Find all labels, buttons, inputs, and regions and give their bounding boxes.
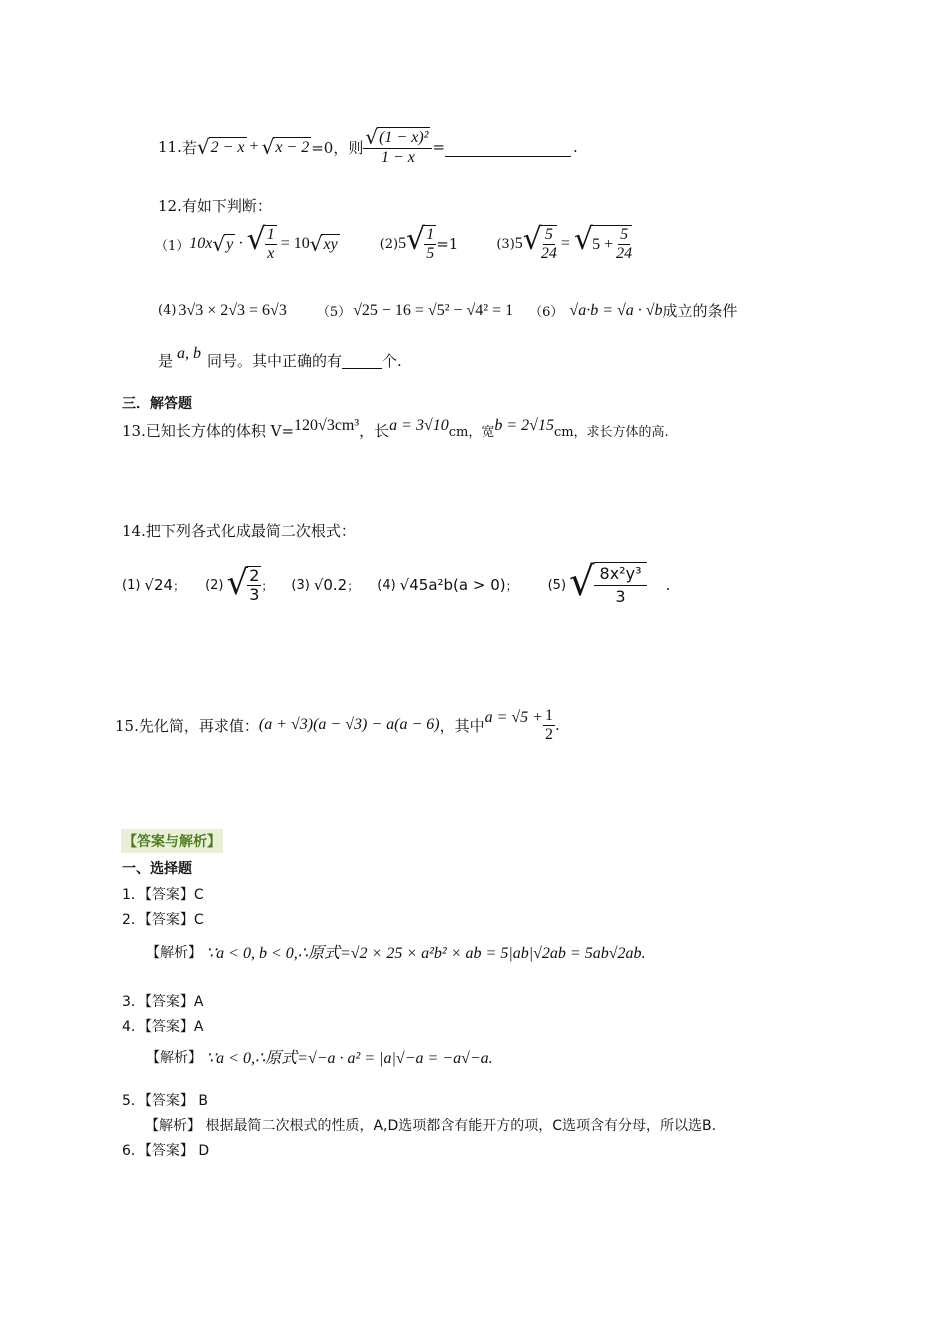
q11-number: 11. xyxy=(158,138,182,156)
question-15: 15.先化简，再求值： (a + √3)(a − √3) − a(a − 6) ，其中 a = √5 + $\frac{1}{2}$ . xyxy=(115,706,560,743)
q11-radical-2: √ x − 2 xyxy=(261,134,310,159)
answer-3: 3．【答案】A xyxy=(122,994,204,1010)
answer-2: 2．【答案】C xyxy=(122,912,204,928)
q12-items-row2: (4) 3√3 × 2√3 = 6√3 （5） √25 − 16 = √5² − √4² = 1 （6） √a·b = √a · √b 成立的条件 xyxy=(158,301,738,320)
question-13: 13.已知长方体的体积 V= 120√3cm³ ，长 a = 3√10 cm，宽 b = 2√15 cm，求长方体的高. xyxy=(122,416,669,440)
answers-header: 【答案与解析】 xyxy=(121,829,223,853)
question-11: 11. 若 √ 2 − x + √ x − 2 =0，则 √ (1 − x)² 1 − x = . xyxy=(158,125,578,166)
answers-section-1: 一、选择题 xyxy=(122,861,192,877)
explanation-4: 【解析】 ∵a < 0,∴原式=√−a · a² = |a|√−a = −a√−a. xyxy=(146,1049,493,1067)
explanation-2: 【解析】 ∵a < 0, b < 0,∴原式=√2 × 25 × a²b² × ab = 5|ab|√2ab = 5ab√2ab. xyxy=(146,944,646,962)
q14-items: (1) √24 ； (2) √ $\frac{2}{3}$ ； (3) √0.2 ； (4) √45a²b (a > 0) ； (5) √ $\frac{\text{8x²y³}}{3}$ . xyxy=(122,559,671,606)
q12-title: 12.有如下判断： xyxy=(158,197,272,215)
q11-answer-blank[interactable] xyxy=(445,138,571,157)
section-3-title: 三．解答题 xyxy=(122,396,192,412)
q11-if: 若 xyxy=(181,138,197,157)
answer-4: 4．【答案】A xyxy=(122,1019,204,1035)
answer-6: 6．【答案】 D xyxy=(122,1143,210,1159)
q12-items-row1: （1） 10x √ y · √ $\frac{1}{x}$ = 10 √ xy (2) 5 √ $\frac{1}{5}$ =1 (3) 5 √ $\frac{5}{24}$ = √ 5 + $\frac{5}{24}$ xyxy=(155,222,633,262)
q12-answer-blank[interactable] xyxy=(342,352,382,369)
q14-title: 14.把下列各式化成最简二次根式： xyxy=(122,522,356,540)
q11-eq0: =0，则 xyxy=(311,138,364,157)
q11-radical-1: √ 2 − x xyxy=(196,134,245,159)
q11-fraction: √ (1 − x)² 1 − x xyxy=(363,127,432,167)
q12-line2: 是 a, b 同号。其中正确的有 个. xyxy=(158,344,402,370)
explanation-5: 【解析】 根据最简二次根式的性质，A,D选项都含有能开方的项，C选项含有分母，所以选B. xyxy=(145,1118,717,1134)
answer-5: 5．【答案】 B xyxy=(122,1093,208,1109)
answer-1: 1．【答案】C xyxy=(122,887,204,903)
